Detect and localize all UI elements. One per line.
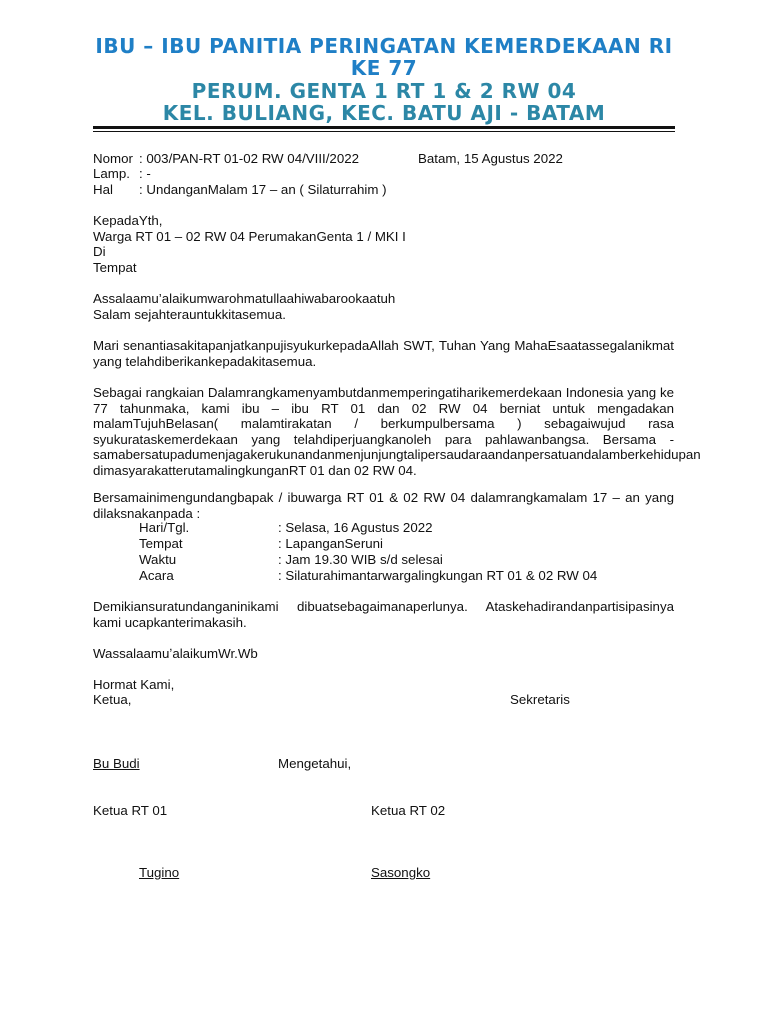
greeting-line-1: Assalaamu’alaikumwarohmatullaahiwabarookaatuh	[93, 291, 396, 306]
recipient-line-4: Tempat	[93, 260, 137, 275]
header-title: IBU – IBU PANITIA PERINGATAN KEMERDEKAAN RI KE 77	[95, 34, 673, 80]
nomor-label: Nomor	[93, 151, 133, 166]
ketua-rt02-name: Sasongko	[371, 865, 431, 880]
nomor-value: : 003/PAN-RT 01-02 RW 04/VIII/2022	[139, 151, 360, 166]
recipient-line-2: Warga RT 01 – 02 RW 04 PerumakanGenta 1 / MKI I	[93, 229, 406, 244]
letter-date: Batam, 15 Agustus 2022	[418, 151, 563, 166]
lamp-label: Lamp.	[93, 166, 130, 181]
greeting-line-2: Salam sejahterauntukkitasemua.	[93, 307, 286, 322]
event-label-place: Tempat	[139, 536, 183, 551]
closing-salam: WassalaamuʼalaikumWr.Wb	[93, 646, 258, 661]
ketua-name: Bu Budi	[93, 756, 140, 771]
header-address-2: KEL. BULIANG, KEC. BATU AJI - BATAM	[162, 101, 606, 125]
hormat-kami: Hormat Kami,	[93, 677, 175, 692]
body-paragraph-2: Sebagai rangkaian Dalamrangkamenyambutdanmemperingatiharikemerdekaan Indonesia yang ke 77 tahunmaka, kami ibu – ibu RT 01 dan 02 RW 04 berniat untuk mengadakan malamTujuhBelasan( malamtirakatan / berkumpulbersama ) sebagaiwujud rasa syukurataskemerdekaan yang telahdiperjuangkanoleh para pahlawanbangsa. Bersama - samabersatupadumenjagakerukunandanmenjunjungtalipersaudaraandanpersatuandalamberkehidupan dimasyarakatterutamalingkunganRT 01 dan 02 RW 04.	[93, 385, 701, 478]
body-paragraph-1: Mari senantiasakitapanjatkanpujisyukurkepadaAllah SWT, Tuhan Yang MahaEsaatassegalanikmat yang telahdiberikankepadakitasemua.	[93, 338, 674, 369]
closing-paragraph: Demikiansuratundanganinikami dibuatsebagaimanaperlunya. Ataskehadirandanpartisipasinya kami ucapkanterimakasih.	[93, 599, 674, 630]
recipient-line-1: KepadaYth,	[93, 213, 163, 228]
hal-value: : UndanganMalam 17 – an ( Silaturrahim )	[139, 182, 387, 197]
recipient-line-3: Di	[93, 244, 106, 259]
event-label-time: Waktu	[139, 552, 177, 567]
header-address-1: PERUM. GENTA 1 RT 1 & 2 RW 04	[191, 79, 577, 103]
event-value-time: : Jam 19.30 WIB s/d selesai	[278, 552, 443, 567]
hal-label: Hal	[93, 182, 113, 197]
event-value-date: : Selasa, 16 Agustus 2022	[278, 520, 433, 535]
ketua-label: Ketua,	[93, 692, 132, 707]
mengetahui-label: Mengetahui,	[278, 756, 352, 771]
event-label-date: Hari/Tgl.	[139, 520, 190, 535]
event-value-agenda: : Silaturahimantarwargalingkungan RT 01 & 02 RW 04	[278, 568, 598, 583]
event-label-agenda: Acara	[139, 568, 174, 583]
ketua-rt01-label: Ketua RT 01	[93, 803, 168, 818]
header-divider-thin	[93, 131, 675, 132]
lamp-value: : -	[139, 166, 151, 181]
event-value-place: : LapanganSeruni	[278, 536, 383, 551]
ketua-rt02-label: Ketua RT 02	[371, 803, 446, 818]
body-paragraph-3: Bersamainimengundangbapak / ibuwarga RT 01 & 02 RW 04 dalamrangkamalam 17 – an yang dilaksnakanpada :	[93, 490, 674, 521]
sekretaris-label: Sekretaris	[510, 692, 570, 707]
header-divider-thick	[93, 126, 675, 129]
ketua-rt01-name: Tugino	[139, 865, 180, 880]
